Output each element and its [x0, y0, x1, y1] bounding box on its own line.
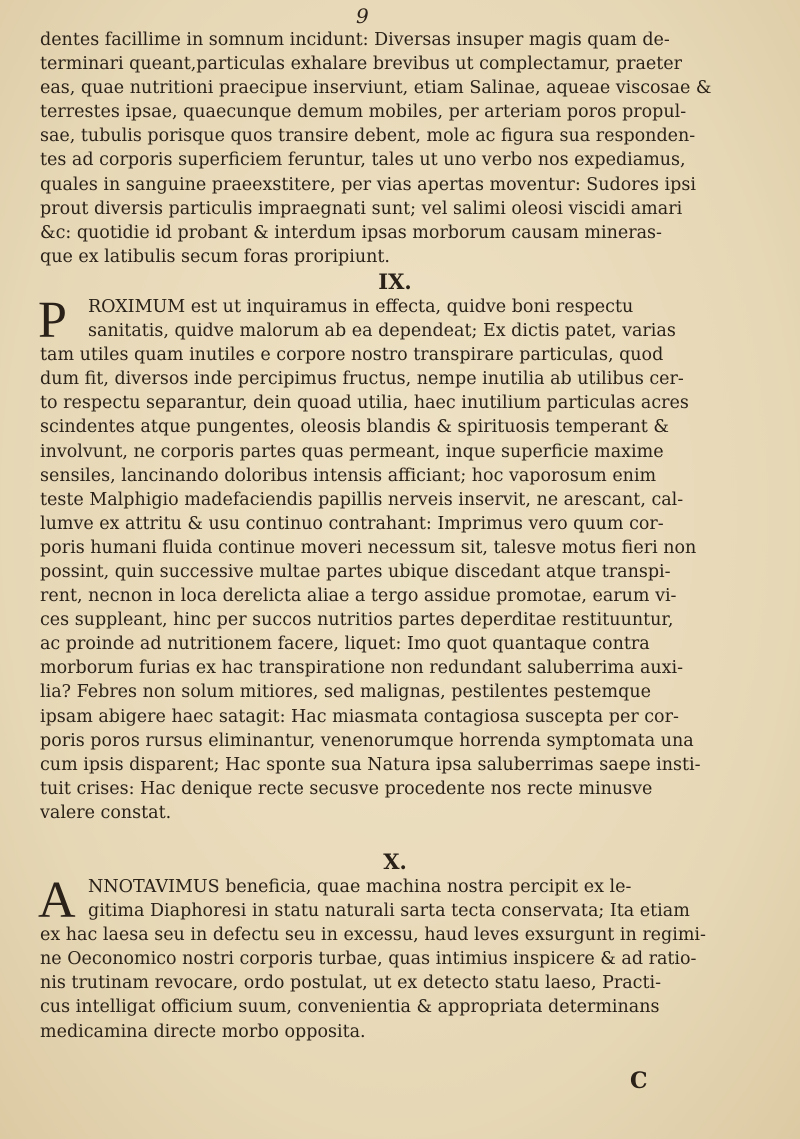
text-line: valere constat.	[40, 802, 172, 823]
text-line: ac proinde ad nutritionem facere, liquet: Imo quot quantaque contra	[40, 634, 650, 655]
text-line: ex hac laesa seu in defectu seu in excessu, haud leves exsurgunt in regimi-	[40, 925, 706, 946]
text-line: dentes facillime in somnum incidunt: Diversas insuper magis quam de-	[40, 30, 670, 50]
drop-cap: P	[38, 291, 67, 349]
text-line: tuit crises: Hac denique recte secusve procedente nos recte minusve	[40, 778, 653, 799]
catchword: C	[630, 1068, 648, 1094]
text-line: sensiles, lancinando doloribus intensis afficiant; hoc vaporosum enim	[40, 465, 657, 486]
text-line: tes ad corporis superficiem feruntur, tales ut uno verbo nos expediamus,	[40, 150, 686, 171]
text-line: nis trutinam revocare, ordo postulat, ut ex detecto statu laeso, Practi-	[40, 973, 662, 994]
text-line: teste Malphigio madefaciendis papillis nerveis inservit, ne arescant, cal-	[40, 489, 684, 510]
section-heading-x: X.	[383, 849, 407, 874]
text-line: gitima Diaphoresi in statu naturali sarta tecta conservata; Ita etiam	[88, 901, 690, 922]
text-line: ipsam abigere haec satagit: Hac miasmata contagiosa suscepta per cor-	[40, 706, 679, 727]
text-line: quales in sanguine praeexstitere, per vias apertas moventur: Sudores ipsi	[40, 174, 696, 195]
section-ix-paragraph	[38, 291, 730, 825]
text-line: morborum furias ex hac transpiratione non redundant saluberrima auxi-	[40, 658, 684, 679]
text-line: ne Oeconomico nostri corporis turbae, quas intimius inspicere & ad ratio-	[40, 949, 697, 970]
text-line: cus intelligat officium suum, convenientia & appropriata determinans	[40, 997, 660, 1018]
text-line: medicamina directe morbo opposita.	[40, 1021, 366, 1042]
page-number: 9	[356, 4, 369, 28]
text-line: sanitatis, quidve malorum ab ea dependeat; Ex dictis patet, varias	[88, 321, 676, 342]
text-line: involvunt, ne corporis partes quas permeant, inque superficie maxime	[40, 441, 664, 462]
text-line: dum fit, diversos inde percipimus fructus, nempe inutilia ab utilibus cer-	[40, 369, 684, 390]
section-1-text	[40, 28, 730, 269]
text-line: poris poros rursus eliminantur, venenorumque horrenda symptomata una	[40, 730, 694, 751]
text-line: lia? Febres non solum mitiores, sed malignas, pestilentes pestemque	[40, 682, 651, 703]
text-line: scindentes atque pungentes, oleosis blandis & spirituosis temperant &	[40, 417, 669, 438]
text-line: possint, quin successive multae partes ubique discedant atque transpi-	[40, 561, 671, 582]
text-line: prout diversis particulis impraegnati sunt; vel salimi oleosi viscidi amari	[40, 198, 683, 219]
text-line: ROXIMUM est ut inquiramus in effecta, quidve boni respectu	[88, 296, 634, 317]
text-line: terminari queant,particulas exhalare brevibus ut complectamur, praeter	[40, 54, 683, 75]
text-line: eas, quae nutritioni praecipue inserviunt, etiam Salinae, aqueae viscosae &	[40, 78, 712, 99]
text-line: terrestes ipsae, quaecunque demum mobiles, per arteriam poros propul-	[40, 102, 687, 123]
text-line: que ex latibulis secum foras proripiunt.	[40, 246, 390, 267]
text-line: rent, necnon in loca derelicta aliae a tergo assidue promotae, earum vi-	[40, 586, 677, 607]
section-x-paragraph	[38, 872, 730, 1044]
text-line: to respectu separantur, dein quoad utilia, haec inutilium particulas acres	[40, 393, 689, 414]
paragraph-gap	[40, 825, 730, 849]
text-line: NNOTAVIMUS beneficia, quae machina nostra percipit ex le-	[88, 877, 632, 897]
section-heading-ix: IX.	[378, 268, 412, 294]
text-block	[40, 28, 730, 1044]
drop-cap: A	[38, 872, 76, 929]
text-line: cum ipsis disparent; Hac sponte sua Natura ipsa saluberrimas saepe insti-	[40, 754, 701, 775]
text-line: lumve ex attritu & usu continuo contrahant: Imprimus vero quum cor-	[40, 513, 664, 534]
text-line: sae, tubulis porisque quos transire debent, mole ac figura sua responden-	[40, 126, 696, 147]
text-line: &c: quotidie id probant & interdum ipsas morborum causam mineras-	[40, 222, 662, 243]
text-line: tam utiles quam inutiles e corpore nostro transpirare particulas, quod	[40, 345, 664, 366]
text-line: ces suppleant, hinc per succos nutritios partes deperditae restituuntur,	[40, 610, 674, 631]
text-line: poris humani fluida continue moveri necessum sit, talesve motus fieri non	[40, 537, 697, 558]
